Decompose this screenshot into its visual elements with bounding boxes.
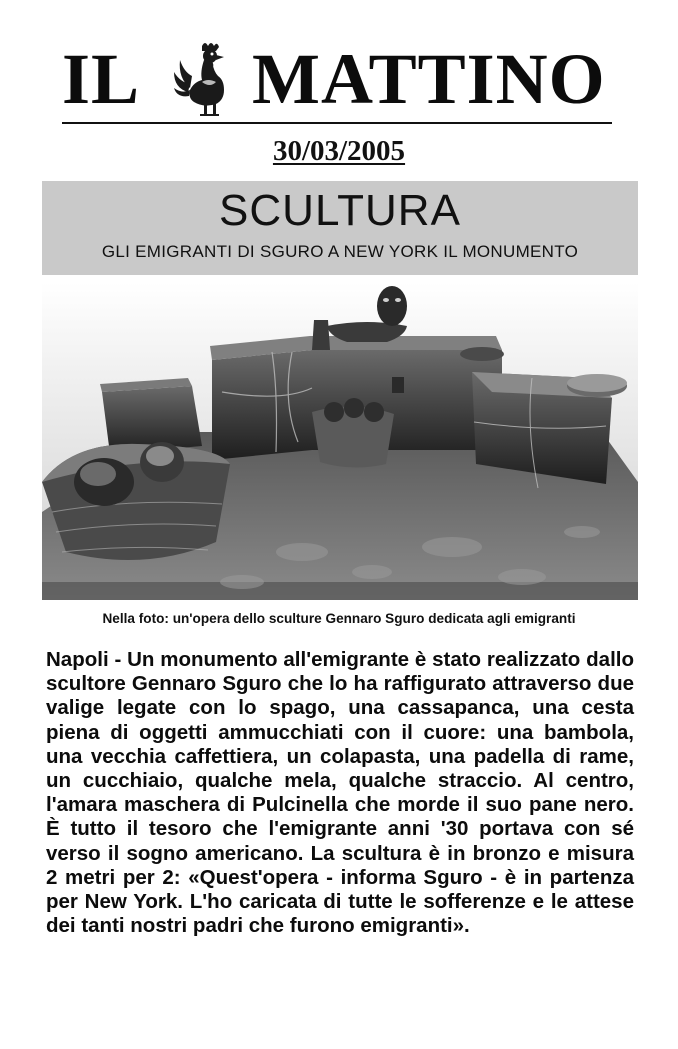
photo-caption: Nella foto: un'opera dello sculture Gennaro Sguro dedicata agli emigranti	[102, 611, 576, 626]
masthead-name-right: MATTINO	[252, 39, 606, 119]
article-body: Napoli - Un monumento all'emigrante è stato realizzato dallo scultore Gennaro Sguro che lo ha raffigurato attraverso due valige legate con lo spago, una cassapanca, una cesta piena di oggetti ammucchiati con il cuore: una bambola, una vecchia caffettiera, un colapasta, una padella di rame, un cucchiaio, qualche mela, qualche straccio. Al centro, l'amara maschera di Pulcinella che morde il suo pane nero. È tutto il tesoro che l'emigrante anni '30 portava con sé verso il sogno americano. La scultura è in bronzo e misura 2 metri per 2: «Quest'opera - informa Sguro - è in partenza per New York. L'ho caricata di tutte le sofferenze e le attese dei tanti nostri padri che furono emigranti».	[46, 648, 634, 938]
section-subtitle: GLI EMIGRANTI DI SGURO A NEW YORK IL MONUMENTO	[101, 242, 579, 261]
publication-date	[0, 134, 678, 168]
masthead-name-left: IL	[62, 39, 141, 119]
rooster-icon	[174, 40, 244, 118]
sculpture-photo	[42, 282, 638, 600]
section-title: SCULTURA	[219, 186, 461, 235]
masthead-divider	[62, 122, 612, 124]
section-banner	[42, 181, 638, 275]
newspaper-masthead	[62, 38, 612, 118]
date-text: 30/03/2005	[272, 135, 406, 167]
